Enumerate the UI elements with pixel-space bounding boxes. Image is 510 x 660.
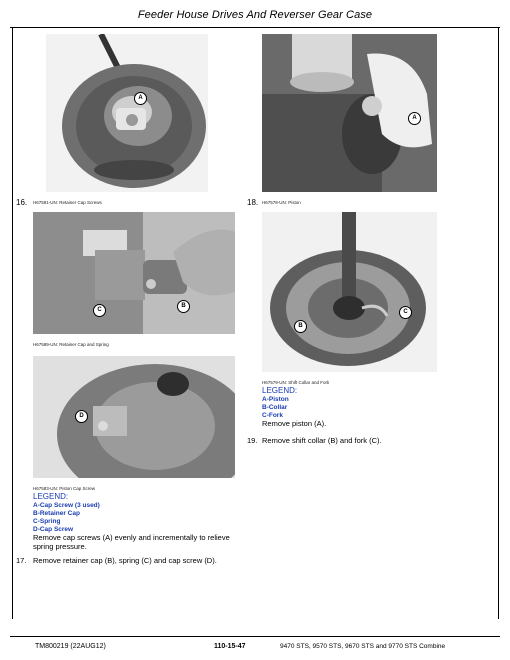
caption-fig16: H67591-UN: Retainer Cap Screws	[33, 200, 102, 205]
callout-b-cap-spring: B	[177, 300, 190, 313]
legend-item-cap-screw: A-Cap Screw (3 used)	[33, 502, 100, 509]
step-number-18: 18.	[247, 198, 259, 207]
photo-retainer-cap-spring	[33, 212, 235, 334]
legend-item-piston: A-Piston	[262, 396, 289, 403]
callout-c-shift: C	[399, 306, 412, 319]
step-17-text: Remove retainer cap (B), spring (C) and cap screw (D).	[33, 556, 217, 565]
step-number-19: 19.	[247, 436, 258, 445]
remove-piston-text: Remove piston (A).	[262, 419, 327, 428]
caption-cap-spring: H67589-UN: Retainer Cap and Spring	[33, 342, 109, 347]
footer-doc-id: TM800219 (22AUG12)	[35, 643, 106, 650]
photo-piston-cap-screw	[33, 356, 235, 478]
callout-b-shift: B	[294, 320, 307, 333]
photo-shift-collar-fork	[262, 212, 437, 372]
legend-title-right: LEGEND:	[262, 386, 298, 395]
callout-c-cap-spring: C	[93, 304, 106, 317]
caption-fig18: H67578-UN: Piston	[262, 200, 301, 205]
legend-item-collar: B-Collar	[262, 404, 288, 411]
caption-piston-cap: H67583-UN: Piston Cap Screw	[33, 486, 96, 491]
callout-a-fig18: A	[408, 112, 421, 125]
right-border	[498, 27, 499, 619]
remove-cap-screws-text: Remove cap screws (A) evenly and incrementally to relieve spring pressure.	[33, 533, 230, 551]
legend-title-left: LEGEND:	[33, 492, 69, 501]
footer-models: 9470 STS, 9570 STS, 9670 STS and 9770 STS Combine	[280, 643, 446, 650]
photo-retainer-cap-screws	[46, 34, 208, 192]
legend-item-cap-screw-d: D-Cap Screw	[33, 526, 74, 533]
legend-item-retainer-cap: B-Retainer Cap	[33, 510, 80, 517]
step-number-17: 17.	[16, 556, 27, 565]
caption-shift: H67579-UN: Shift Collar and Fork	[262, 380, 330, 385]
header-rule	[10, 27, 500, 28]
step-number-16: 16.	[16, 198, 28, 207]
legend-item-fork: C-Fork	[262, 412, 283, 419]
photo-piston	[262, 34, 437, 192]
footer-rule	[10, 636, 500, 637]
left-border	[12, 27, 13, 619]
callout-a-fig16: A	[134, 92, 147, 105]
legend-item-spring: C-Spring	[33, 518, 61, 525]
step-19-text: Remove shift collar (B) and fork (C).	[262, 436, 382, 445]
page-header-title: Feeder House Drives And Reverser Gear Case	[137, 9, 373, 21]
footer-page-number: 110-15-47	[214, 643, 246, 650]
callout-d-piston-cap: D	[75, 410, 88, 423]
